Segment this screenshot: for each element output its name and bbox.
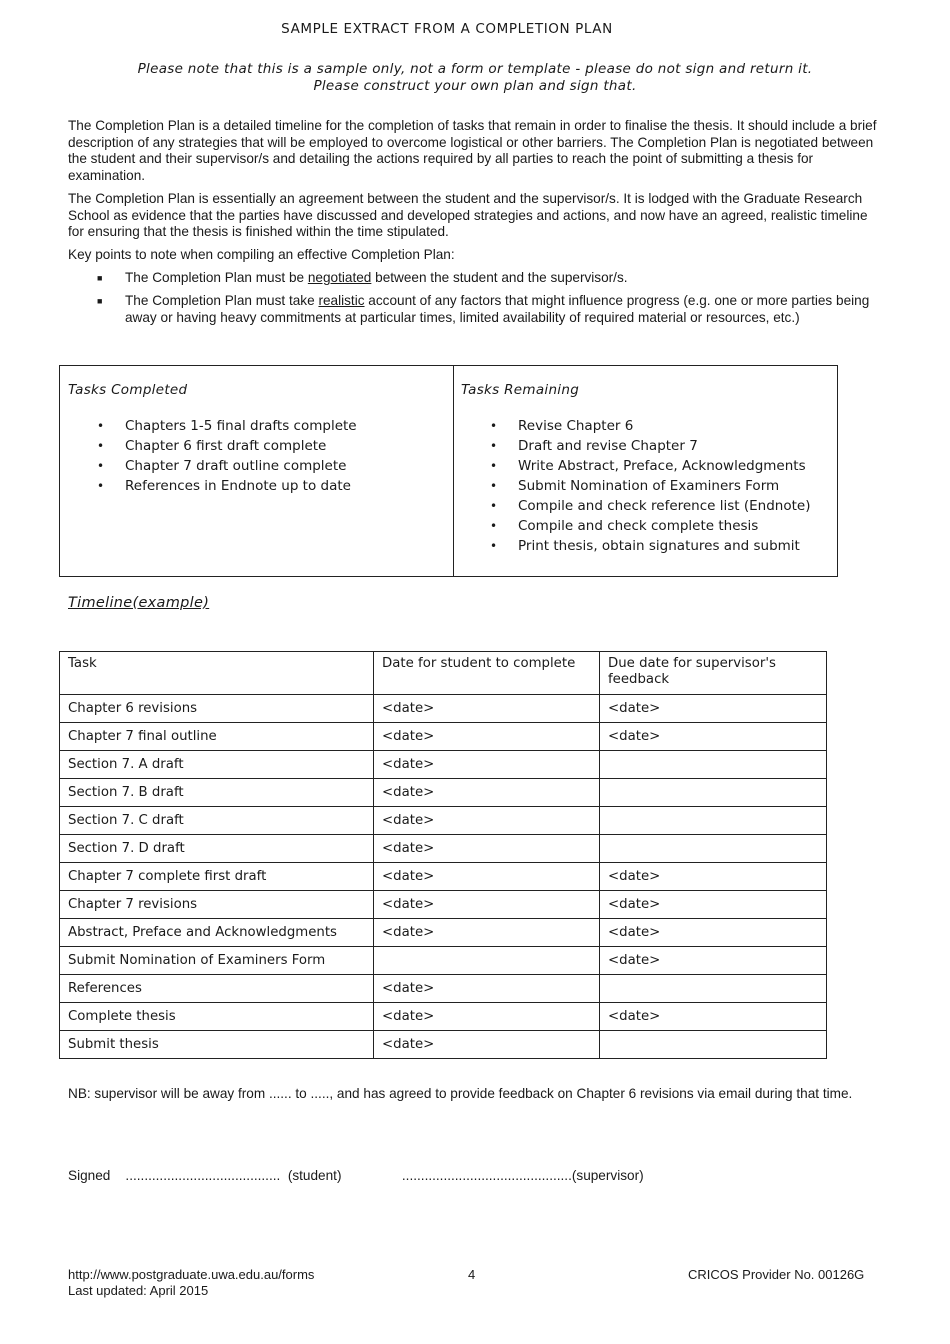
table-row: [60, 807, 827, 835]
timeline-table: [59, 651, 827, 1059]
supervisor-date-cell: [600, 975, 827, 1003]
intro-paragraph-2: The Completion Plan is essentially an agreement between the student and the supervisor/s. It is lodged with the Graduate Research School as evidence that the parties have discussed and developed strategies and actions, and now have an agreed, realistic timeline for ensuring that the thesis is finished within the time stipulated.: [68, 191, 868, 240]
list-item: • Chapters 1-5 final drafts complete: [97, 418, 357, 434]
student-date-cell: <date>: [374, 1003, 600, 1031]
bullet-icon: •: [97, 439, 105, 453]
cricos-provider: CRICOS Provider No. 00126G: [688, 1267, 865, 1282]
student-date-cell: <date>: [374, 919, 600, 947]
table-row: [60, 891, 827, 919]
task-cell: Submit Nomination of Examiners Form: [60, 947, 374, 975]
list-item: • Draft and revise Chapter 7: [490, 438, 698, 454]
task-cell: Submit thesis: [60, 1031, 374, 1059]
bullet-icon: •: [490, 519, 498, 533]
task-cell: Complete thesis: [60, 1003, 374, 1031]
bullet-icon: •: [490, 459, 498, 473]
key-point-2-emphasis: realistic: [318, 293, 365, 308]
square-bullet-icon: ■: [97, 273, 103, 283]
task-cell: Chapter 7 revisions: [60, 891, 374, 919]
table-row: [60, 835, 827, 863]
tasks-box: [59, 365, 838, 577]
key-point-2-pre: The Completion Plan must take: [125, 293, 319, 308]
bullet-icon: •: [490, 439, 498, 453]
tasks-remaining-list: [461, 416, 811, 556]
page-number: 4: [468, 1267, 476, 1282]
header-cell-student-date: Date for student to complete: [374, 652, 600, 695]
list-item: • Chapter 6 first draft complete: [97, 438, 327, 454]
list-item: • Compile and check complete thesis: [490, 518, 759, 534]
task-cell: Chapter 7 complete first draft: [60, 863, 374, 891]
bullet-icon: •: [97, 419, 105, 433]
bullet-icon: •: [490, 539, 498, 553]
footer-left: [68, 1267, 314, 1299]
list-item: • References in Endnote up to date: [97, 478, 351, 494]
bullet-icon: •: [97, 459, 105, 473]
supervisor-date-cell: <date>: [600, 1003, 827, 1031]
sample-note-line-1: Please note that this is a sample only, not a form or template - please do not sign and return it.: [137, 61, 813, 77]
supervisor-date-cell: <date>: [600, 919, 827, 947]
signature-line: Signed ......................................... (student) .............................................(supervisor): [68, 1168, 644, 1183]
student-date-cell: <date>: [374, 723, 600, 751]
table-header-row: [60, 652, 827, 695]
intro-paragraph-1: The Completion Plan is a detailed timeline for the completion of tasks that remain in order to finalise the thesis. It should include a brief description of any strategies that will be employed to overcome logistical or other barriers. The Completion Plan is negotiated between the student and their supervisor/s and detailing the actions required by all parties to reach the point of submitting a thesis for examination.: [68, 118, 877, 183]
list-item: • Print thesis, obtain signatures and submit: [490, 538, 800, 554]
list-item: • Compile and check reference list (Endnote): [490, 498, 811, 514]
supervisor-date-cell: <date>: [600, 891, 827, 919]
key-point-1-pre: The Completion Plan must be: [125, 270, 308, 285]
key-point-1-emphasis: negotiated: [307, 270, 372, 285]
key-point-1-post: between the student and the supervisor/s.: [371, 270, 628, 285]
document-title: SAMPLE EXTRACT FROM A COMPLETION PLAN: [281, 21, 613, 37]
footer-url: http://www.postgraduate.uwa.edu.au/forms: [68, 1267, 315, 1282]
tasks-remaining-heading: Tasks Remaining: [461, 382, 580, 398]
list-item: • Revise Chapter 6: [490, 418, 634, 434]
sample-note-line-2: Please construct your own plan and sign that.: [313, 78, 637, 94]
student-date-cell: <date>: [374, 807, 600, 835]
header-cell-task: Task: [60, 652, 374, 695]
table-row: [60, 1003, 827, 1031]
square-bullet-icon: ■: [97, 296, 103, 306]
supervisor-date-cell: <date>: [600, 723, 827, 751]
footer-updated: Last updated: April 2015: [68, 1283, 209, 1298]
student-date-cell: <date>: [374, 779, 600, 807]
list-item: • Write Abstract, Preface, Acknowledgments: [490, 458, 806, 474]
task-cell: Section 7. C draft: [60, 807, 374, 835]
supervisor-date-cell: [600, 807, 827, 835]
table-row: [60, 863, 827, 891]
bullet-icon: •: [97, 479, 105, 493]
student-date-cell: <date>: [374, 1031, 600, 1059]
task-cell: References: [60, 975, 374, 1003]
supervisor-date-cell: [600, 751, 827, 779]
task-cell: Chapter 6 revisions: [60, 695, 374, 723]
student-date-cell: [374, 947, 600, 975]
supervisor-date-cell: [600, 835, 827, 863]
student-date-cell: <date>: [374, 975, 600, 1003]
supervisor-date-cell: <date>: [600, 947, 827, 975]
table-row: [60, 947, 827, 975]
nb-note: NB: supervisor will be away from ...... to ....., and has agreed to provide feedback on Chapter 6 revisions via email during that time.: [68, 1086, 853, 1101]
table-row: [60, 919, 827, 947]
table-row: [60, 975, 827, 1003]
bullet-icon: •: [490, 479, 498, 493]
student-date-cell: <date>: [374, 751, 600, 779]
sample-note: [0, 61, 950, 95]
tasks-completed-list: [68, 416, 357, 496]
task-cell: Chapter 7 final outline: [60, 723, 374, 751]
supervisor-date-cell: [600, 779, 827, 807]
timeline-heading: Timeline(example): [68, 595, 210, 611]
student-date-cell: <date>: [374, 695, 600, 723]
task-cell: Section 7. D draft: [60, 835, 374, 863]
supervisor-date-cell: <date>: [600, 695, 827, 723]
tasks-completed-heading: Tasks Completed: [68, 382, 188, 398]
student-date-cell: <date>: [374, 891, 600, 919]
table-row: [60, 779, 827, 807]
student-date-cell: <date>: [374, 863, 600, 891]
table-row: [60, 751, 827, 779]
key-point-2-post: account of any factors that might influence progress (e.g. one or more parties being away or having heavy commitments at particular times, limited availability of required material or resources, etc.): [125, 293, 870, 325]
bullet-icon: •: [490, 419, 498, 433]
tasks-divider: [453, 366, 454, 576]
table-row: [60, 1031, 827, 1059]
student-date-cell: <date>: [374, 835, 600, 863]
table-row: [60, 695, 827, 723]
header-cell-supervisor-date: Due date for supervisor's feedback: [600, 652, 827, 695]
task-cell: Section 7. A draft: [60, 751, 374, 779]
task-cell: Section 7. B draft: [60, 779, 374, 807]
intro-paragraph-3: Key points to note when compiling an effective Completion Plan:: [68, 247, 455, 262]
bullet-icon: •: [490, 499, 498, 513]
supervisor-date-cell: [600, 1031, 827, 1059]
task-cell: Abstract, Preface and Acknowledgments: [60, 919, 374, 947]
table-row: [60, 723, 827, 751]
list-item: • Chapter 7 draft outline complete: [97, 458, 347, 474]
supervisor-date-cell: <date>: [600, 863, 827, 891]
list-item: • Submit Nomination of Examiners Form: [490, 478, 780, 494]
